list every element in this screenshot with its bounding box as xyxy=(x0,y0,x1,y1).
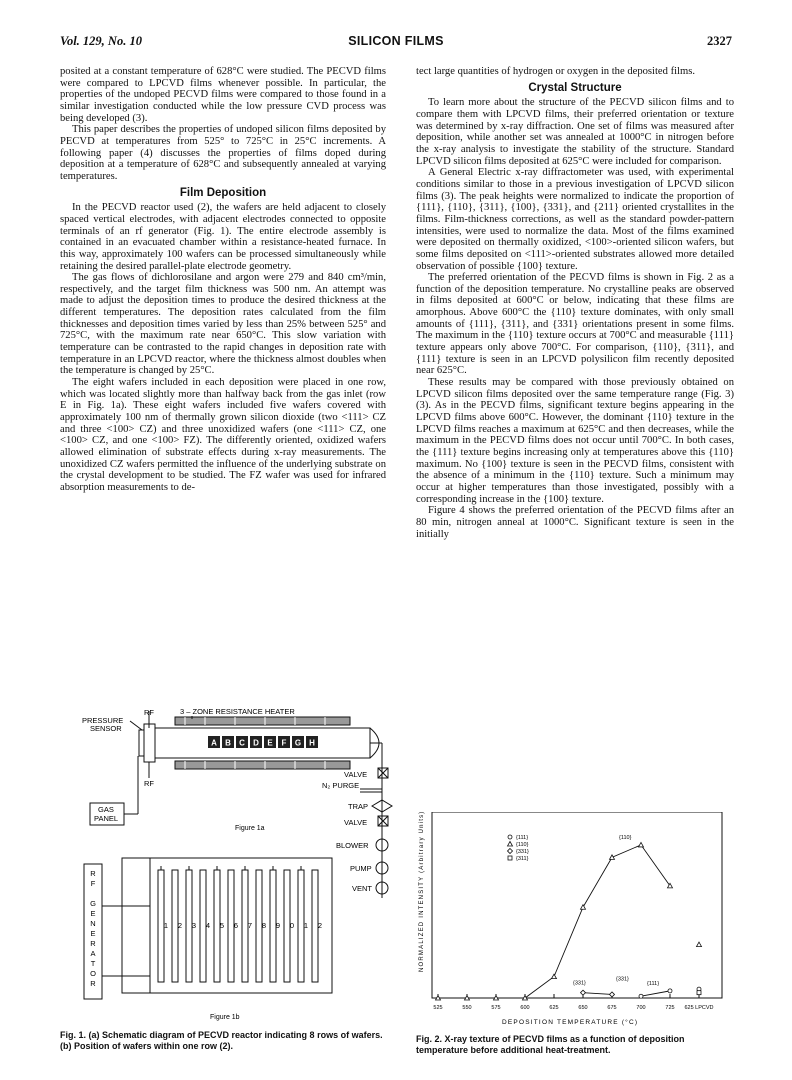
data-point xyxy=(639,994,643,998)
legend-marker xyxy=(508,842,513,847)
wafer-number: 9 xyxy=(275,921,281,930)
section-heading-crystal-structure: Crystal Structure xyxy=(528,81,622,94)
lpcvd-data-point xyxy=(697,991,701,995)
n2-purge-label: N₂ PURGE xyxy=(322,781,360,790)
valve-label: VALVE xyxy=(344,770,368,779)
heater-label: 3 – ZONE RESISTANCE HEATER xyxy=(180,707,295,716)
left-column xyxy=(60,66,386,494)
wafer-number: 6 xyxy=(233,921,239,930)
series-line xyxy=(641,991,670,996)
x-tick-label: 725 xyxy=(665,1005,675,1011)
paragraph: The eight wafers included in each deposition were placed in one row, which was located slightly more than halfway back from the gas inlet (row E in Fig. 1a). These eight wafers included five wafers covered with approximately 100 nm of thermally grown silicon dioxide (two <111> CZ and three <100> CZ) and three unoxidized wafers (one <111> CZ, one <100> CZ, and one <100> FZ). The differently oriented, oxidized wafers allowed elimination of substrate effects during x-ray measurements. The unoxidized CZ wafers permitted the influence of the underlying substrate on the crystal development to be studied. The FZ wafer was used for infrared absorption measurements to de- xyxy=(60,377,386,493)
wafer-row-label: D xyxy=(253,738,259,748)
paragraph: A General Electric x-ray diffractometer was used, with experimental conditions similar to those in a previous investigation of LPCVD silicon films (3). The peak heights were normalized to indicate the proportion of {111}, {110}, {311}, {100}, {331}, and {211} oriented crystallites in the films. Film-thickness corrections, as well as the standard powder-pattern intensities, were used to normalize the data. Most of the films examined were deposited on thermally oxidized, <100>-oriented silicon wafers, but some films deposited on <111>-oriented substrates allowed more detailed observation of possible {100} texture. xyxy=(416,167,734,272)
paragraph: In the PECVD reactor used (2), the wafers are held adjacent to closely spaced vertical electrodes, with adjacent electrodes connected to opposite terminals of an rf generator (Fig. 1). The entire electrode assembly is contained in an evacuated chamber within a resistance-heated furnace. In this way, approximately 100 wafers can be processed simultaneously while retaining the desired parallel-plate electrode geometry. xyxy=(60,202,386,272)
paragraph: To learn more about the structure of the PECVD silicon films and to compare them with LPCVD films, their preferred orientation or texture was determined by x-ray diffraction. One set of films was measured after deposition, while another set was annealed at 1000°C in nitrogen before the x-ray analysis to investigate the stability of the structure. Standard LPCVD silicon films deposited at 625°C were included for comparison. xyxy=(416,97,734,167)
rf-label: RF xyxy=(144,779,154,788)
chart-annotation: {331} xyxy=(616,976,629,983)
rf-generator-letter: E xyxy=(90,929,96,938)
paragraph: The preferred orientation of the PECVD films is shown in Fig. 2 as a function of the deposition temperature. No crystalline peaks are observed in films deposited at 600°C or below, indicating that these films are amorphous. Above 600°C the {110} texture dominates, with only small amounts of {111}, {311}, and {331} orientations present in some films. The maximum in the {110} texture occurs at 700°C and measurable {111} texture appears only above 700°C. For comparison, {110}, {311}, and {111} texture is seen in an LPCVD polysilicon film recently deposited near 625°C. xyxy=(416,272,734,377)
wafer-number: 3 xyxy=(191,921,197,930)
paragraph: This paper describes the properties of undoped silicon films deposited by PECVD at temperatures from 525° to 725°C in 25°C increments. A following paper (4) discusses the properties of films doped during deposition at a temperature of 628°C and subsequently annealed at varying temperatures. xyxy=(60,124,386,182)
vent-label: VENT xyxy=(352,884,373,893)
rf-label: RF xyxy=(144,708,154,717)
wafer-number: 4 xyxy=(205,921,211,930)
wafer-row-label: E xyxy=(267,738,273,748)
legend-entry: {331} xyxy=(516,849,529,855)
gas-panel-label: PANEL xyxy=(94,814,119,823)
rf-generator-letter: R xyxy=(90,869,96,878)
data-point xyxy=(610,992,615,997)
x-tick-label: 625 xyxy=(549,1005,559,1011)
valve-label: VALVE xyxy=(344,818,368,827)
wafer-row-label: H xyxy=(309,738,315,748)
figure-1 xyxy=(60,706,400,1026)
wafer-row-label: F xyxy=(281,738,287,748)
data-point xyxy=(610,855,615,860)
journal-volume: Vol. 129, No. 10 xyxy=(60,34,142,48)
rf-generator-letter: T xyxy=(90,959,96,968)
rf-generator-letter: R xyxy=(90,939,96,948)
blower-label: BLOWER xyxy=(336,841,369,850)
x-tick-label: 625 LPCVD xyxy=(684,1005,714,1011)
figure-1-caption: Fig. 1. (a) Schematic diagram of PECVD reactor indicating 8 rows of wafers. (b) Position of wafers within one row (2). xyxy=(60,1030,383,1051)
rf-generator-letter: A xyxy=(90,949,96,958)
x-axis-label: DEPOSITION TEMPERATURE (°C) xyxy=(502,1019,639,1026)
texture-chart xyxy=(410,812,730,1030)
legend-entry: {311} xyxy=(516,856,529,862)
running-title: SILICON FILMS xyxy=(348,34,444,48)
x-tick-label: 675 xyxy=(607,1005,617,1011)
x-tick-label: 525 xyxy=(433,1005,443,1011)
rf-generator-letter: F xyxy=(90,879,96,888)
rf-generator-letter: R xyxy=(90,979,96,988)
wafer-row-label: C xyxy=(239,738,245,748)
rf-generator-letter: G xyxy=(90,899,96,908)
x-tick-label: 600 xyxy=(520,1005,530,1011)
x-tick-label: 550 xyxy=(462,1005,472,1011)
data-point xyxy=(552,974,557,979)
paragraph: The gas flows of dichlorosilane and argon were 279 and 840 cm³/min, respectively, and the target film thickness was 500 nm. An attempt was made to adjust the deposition times to produce the desired thickness at the different temperatures. The deposition rates calculated from the film thicknesses and deposition times varied by less than 25% between 525° and 725°C, with the maximum rate near 650°C. This slow variation with temperature can be contrasted to the rapid changes in deposition rate with temperature in an LPCVD reactor, where the thickness almost doubles when the temperature is changed by 25°C. xyxy=(60,272,386,377)
wafer-row-label: A xyxy=(211,738,217,748)
chart-annotation: {331} xyxy=(573,980,586,987)
wafer-number: 1 xyxy=(303,921,309,930)
section-heading-film-deposition: Film Deposition xyxy=(179,186,267,199)
paragraph: posited at a constant temperature of 628°C were studied. The PECVD films were compared to LPCVD films whenever possible. In particular, the properties of the undoped PECVD films were compared to those found in a similar investigation conducted while the low pressure CVD process was being developed (3). xyxy=(60,66,386,124)
legend-marker xyxy=(508,849,513,854)
figure-2-caption: Fig. 2. X-ray texture of PECVD films as a function of deposition temperature before additional heat-treatment. xyxy=(416,1034,685,1055)
chart-annotation: {111} xyxy=(647,980,660,987)
lpcvd-data-point xyxy=(697,942,702,947)
page-number: 2327 xyxy=(707,34,732,48)
running-header xyxy=(60,34,732,52)
data-point xyxy=(639,842,644,847)
legend-entry: {110} xyxy=(516,842,529,848)
trap-label: TRAP xyxy=(348,802,369,811)
data-point xyxy=(668,989,672,993)
wafer-number: 8 xyxy=(261,921,267,930)
wafer-number: 2 xyxy=(177,921,183,930)
paragraph: Figure 4 shows the preferred orientation of the PECVD films after an 80 min, nitrogen anneal at 1000°C. Significant texture is seen in the initially xyxy=(416,505,734,540)
wafer-row-label: G xyxy=(294,738,302,748)
x-tick-label: 700 xyxy=(636,1005,646,1011)
chart-annotation: {110} xyxy=(619,834,632,841)
legend-marker xyxy=(508,835,512,839)
pressure-sensor-label: PRESSURE xyxy=(82,716,124,725)
wafer-number: 0 xyxy=(289,921,295,930)
rf-generator-letter: O xyxy=(90,969,96,978)
paragraph: tect large quantities of hydrogen or oxygen in the deposited films. xyxy=(416,66,696,77)
x-tick-label: 575 xyxy=(491,1005,501,1011)
right-column xyxy=(416,66,734,540)
figure-2 xyxy=(410,812,730,1032)
pump-label: PUMP xyxy=(350,864,372,873)
paragraph: These results may be compared with those previously obtained on LPCVD silicon films deposited over the same temperature range (Fig. 3) (3). As in the PECVD films, significant texture begins appearing in the LPCVD films above 600°C. However, the dominant {110} texture in the LPCVD films reaches a maximum at 625°C and then decreases, while the maximum in the PECVD films does not occur until 700°C. In both cases, the {111} texture begins increasing only at temperatures above this {110} maximum. No {100} texture is seen in the PECVD films, consistent with the absence of a minimum in the {110} texture. Such a minimum may occur at higher temperatures than those investigated, possibly with a corresponding increase in the {100} texture. xyxy=(416,377,734,505)
wafer-number: 5 xyxy=(219,921,225,930)
data-point xyxy=(581,990,586,995)
x-tick-label: 650 xyxy=(578,1005,588,1011)
legend-marker xyxy=(508,856,512,860)
wafer-number: 2 xyxy=(317,921,323,930)
rf-generator-letter: N xyxy=(90,919,96,928)
data-point xyxy=(581,905,586,910)
wafer-number: 1 xyxy=(163,921,169,930)
wafer-number: 7 xyxy=(247,921,253,930)
series-line xyxy=(583,993,612,995)
legend-entry: {111} xyxy=(516,835,529,841)
figure-1a-label: Figure 1a xyxy=(235,825,265,832)
pressure-sensor-label: SENSOR xyxy=(90,724,122,733)
plot-frame xyxy=(432,812,722,998)
reactor-schematic xyxy=(60,706,400,1026)
y-axis-label: NORMALIZED INTENSITY (Arbitrary Units) xyxy=(419,812,425,972)
figure-1b-label: Figure 1b xyxy=(210,1014,240,1021)
wafer-row-label: B xyxy=(225,738,231,748)
gas-panel-label: GAS xyxy=(98,805,114,814)
rf-generator-letter: E xyxy=(90,909,96,918)
